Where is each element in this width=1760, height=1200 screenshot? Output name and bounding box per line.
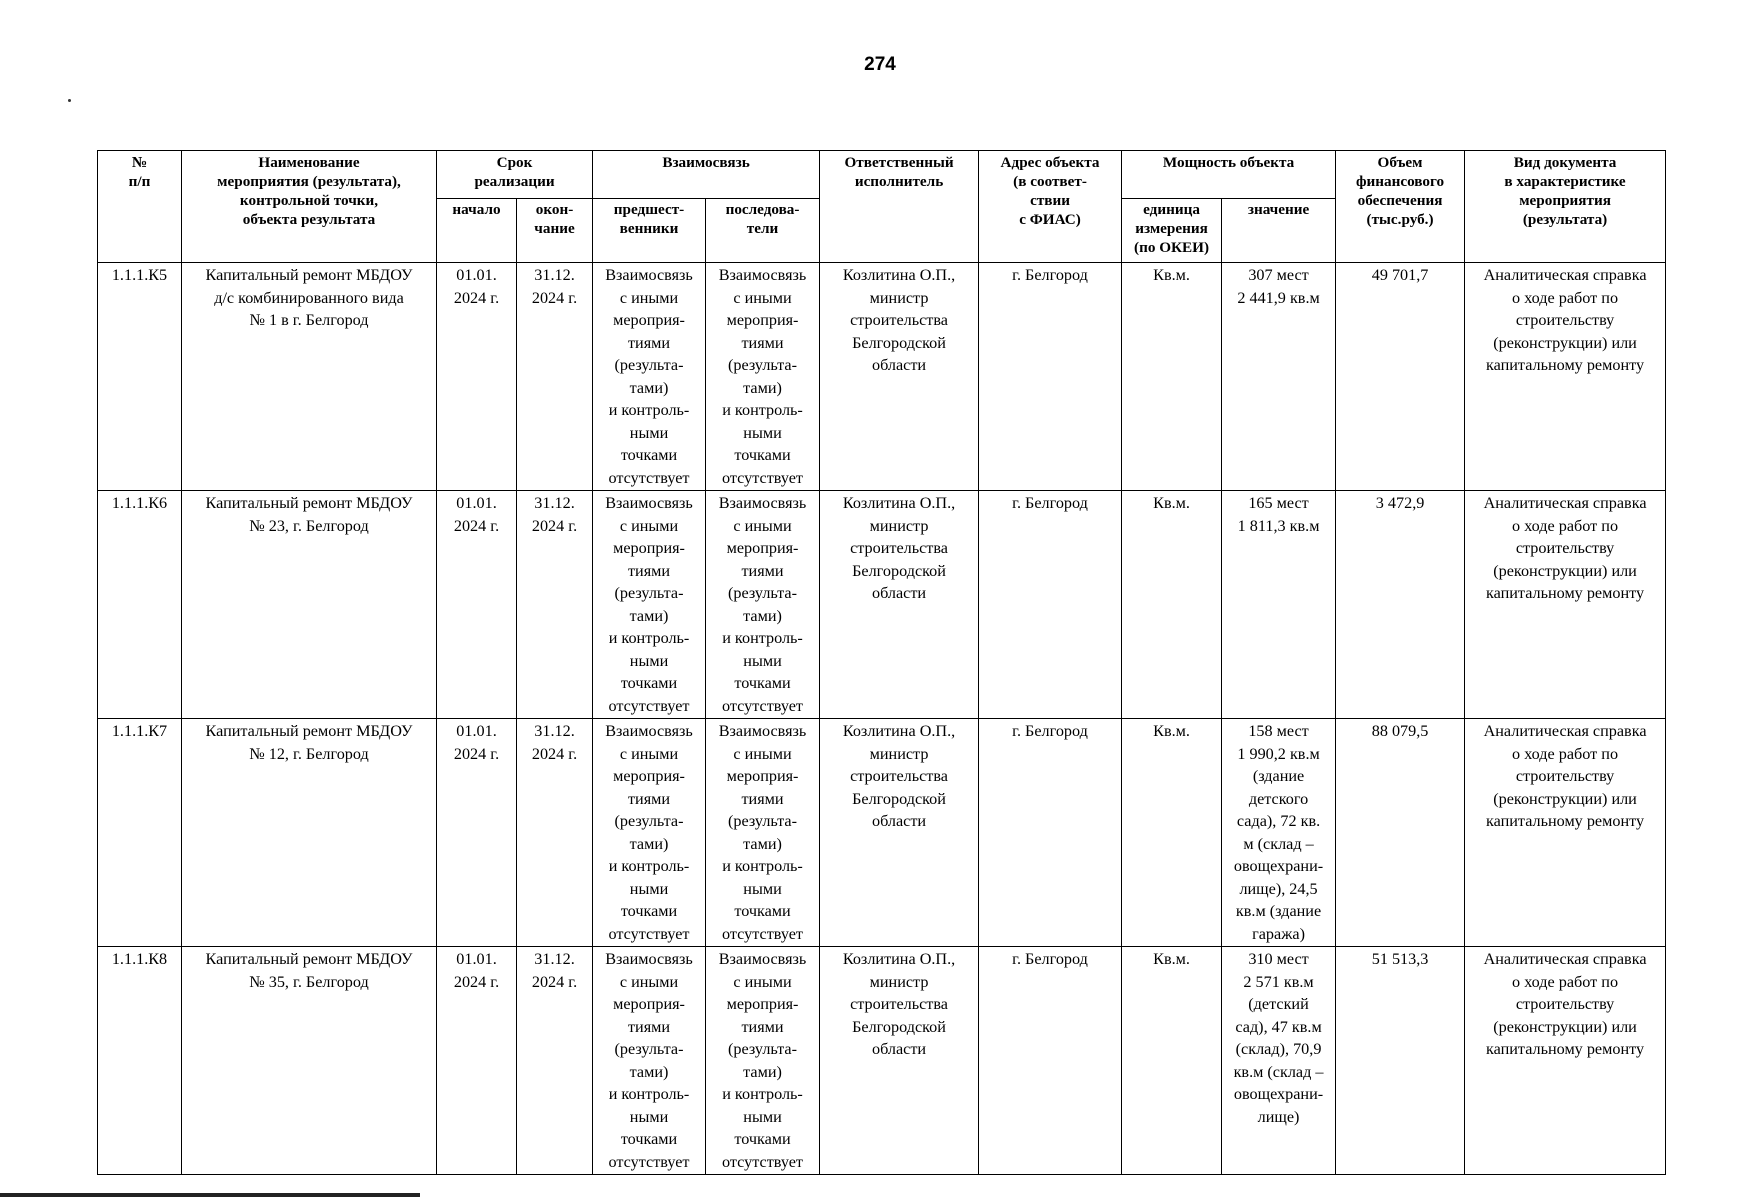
header-capacity: Мощность объекта <box>1122 151 1336 199</box>
header-responsible: Ответственный исполнитель <box>820 151 979 263</box>
header-doc-type: Вид документа в характеристике мероприятия (результата) <box>1465 151 1666 263</box>
table-row <box>98 719 1666 947</box>
cell-address: г. Белгород <box>979 947 1122 1175</box>
page-number: 274 <box>864 54 896 75</box>
cell-name: Капитальный ремонт МБДОУ № 35, г. Белгород <box>182 947 437 1175</box>
measures-table <box>97 150 1666 1175</box>
bottom-rule <box>0 1193 420 1197</box>
header-period: Срок реализации <box>437 151 593 199</box>
cell-succ: Взаимосвязь с иными мероприя- тиями (результа- тами) и контроль- ными точками отсутствует <box>706 491 820 719</box>
cell-responsible: Козлитина О.П., министр строительства Белгородской области <box>820 491 979 719</box>
header-finance: Объем финансового обеспечения (тыс.руб.) <box>1336 151 1465 263</box>
cell-end: 31.12. 2024 г. <box>517 263 593 491</box>
table-row <box>98 491 1666 719</box>
table-header <box>98 151 1666 263</box>
cell-unit: Кв.м. <box>1122 947 1222 1175</box>
cell-succ: Взаимосвязь с иными мероприя- тиями (результа- тами) и контроль- ными точками отсутствует <box>706 719 820 947</box>
cell-start: 01.01. 2024 г. <box>437 947 517 1175</box>
scan-speck <box>68 99 71 102</box>
cell-end: 31.12. 2024 г. <box>517 947 593 1175</box>
header-period-end: окон- чание <box>517 199 593 263</box>
header-capacity-value: значение <box>1222 199 1336 263</box>
cell-start: 01.01. 2024 г. <box>437 263 517 491</box>
cell-name: Капитальный ремонт МБДОУ № 12, г. Белгород <box>182 719 437 947</box>
cell-name: Капитальный ремонт МБДОУ д/с комбинированного вида № 1 в г. Белгород <box>182 263 437 491</box>
cell-doc: Аналитическая справка о ходе работ по строительству (реконструкции) или капитальному ремонту <box>1465 947 1666 1175</box>
cell-doc: Аналитическая справка о ходе работ по строительству (реконструкции) или капитальному ремонту <box>1465 263 1666 491</box>
cell-end: 31.12. 2024 г. <box>517 491 593 719</box>
cell-address: г. Белгород <box>979 491 1122 719</box>
cell-start: 01.01. 2024 г. <box>437 491 517 719</box>
cell-id: 1.1.1.К5 <box>98 263 182 491</box>
cell-doc: Аналитическая справка о ходе работ по строительству (реконструкции) или капитальному ремонту <box>1465 719 1666 947</box>
cell-pred: Взаимосвязь с иными мероприя- тиями (результа- тами) и контроль- ными точками отсутствует <box>593 947 706 1175</box>
cell-id: 1.1.1.К6 <box>98 491 182 719</box>
table-row <box>98 263 1666 491</box>
header-address: Адрес объекта (в соответ- ствии с ФИАС) <box>979 151 1122 263</box>
cell-start: 01.01. 2024 г. <box>437 719 517 947</box>
cell-responsible: Козлитина О.П., министр строительства Белгородской области <box>820 947 979 1175</box>
cell-succ: Взаимосвязь с иными мероприя- тиями (результа- тами) и контроль- ными точками отсутствует <box>706 263 820 491</box>
header-period-start: начало <box>437 199 517 263</box>
cell-unit: Кв.м. <box>1122 491 1222 719</box>
header-relation-pred: предшест- венники <box>593 199 706 263</box>
cell-unit: Кв.м. <box>1122 719 1222 947</box>
cell-finance: 49 701,7 <box>1336 263 1465 491</box>
cell-value: 165 мест 1 811,3 кв.м <box>1222 491 1336 719</box>
cell-doc: Аналитическая справка о ходе работ по строительству (реконструкции) или капитальному ремонту <box>1465 491 1666 719</box>
cell-value: 307 мест 2 441,9 кв.м <box>1222 263 1336 491</box>
header-relation-succ: последова- тели <box>706 199 820 263</box>
cell-end: 31.12. 2024 г. <box>517 719 593 947</box>
cell-address: г. Белгород <box>979 263 1122 491</box>
header-name: Наименование мероприятия (результата), контрольной точки, объекта результата <box>182 151 437 263</box>
cell-responsible: Козлитина О.П., министр строительства Белгородской области <box>820 263 979 491</box>
header-capacity-unit: единица измерения (по ОКЕИ) <box>1122 199 1222 263</box>
cell-id: 1.1.1.К8 <box>98 947 182 1175</box>
cell-value: 158 мест 1 990,2 кв.м (здание детского сада), 72 кв. м (склад – овощехрани- лище), 24,5 кв.м (здание гаража) <box>1222 719 1336 947</box>
header-relation: Взаимосвязь <box>593 151 820 199</box>
cell-unit: Кв.м. <box>1122 263 1222 491</box>
cell-value: 310 мест 2 571 кв.м (детский сад), 47 кв.м (склад), 70,9 кв.м (склад – овощехрани- лище) <box>1222 947 1336 1175</box>
cell-pred: Взаимосвязь с иными мероприя- тиями (результа- тами) и контроль- ными точками отсутствует <box>593 491 706 719</box>
table-body <box>98 263 1666 1175</box>
cell-address: г. Белгород <box>979 719 1122 947</box>
cell-pred: Взаимосвязь с иными мероприя- тиями (результа- тами) и контроль- ными точками отсутствует <box>593 719 706 947</box>
header-num: № п/п <box>98 151 182 263</box>
cell-finance: 3 472,9 <box>1336 491 1465 719</box>
cell-succ: Взаимосвязь с иными мероприя- тиями (результа- тами) и контроль- ными точками отсутствует <box>706 947 820 1175</box>
cell-responsible: Козлитина О.П., министр строительства Белгородской области <box>820 719 979 947</box>
table-row <box>98 947 1666 1175</box>
cell-name: Капитальный ремонт МБДОУ № 23, г. Белгород <box>182 491 437 719</box>
cell-pred: Взаимосвязь с иными мероприя- тиями (результа- тами) и контроль- ными точками отсутствует <box>593 263 706 491</box>
cell-finance: 51 513,3 <box>1336 947 1465 1175</box>
cell-id: 1.1.1.К7 <box>98 719 182 947</box>
cell-finance: 88 079,5 <box>1336 719 1465 947</box>
